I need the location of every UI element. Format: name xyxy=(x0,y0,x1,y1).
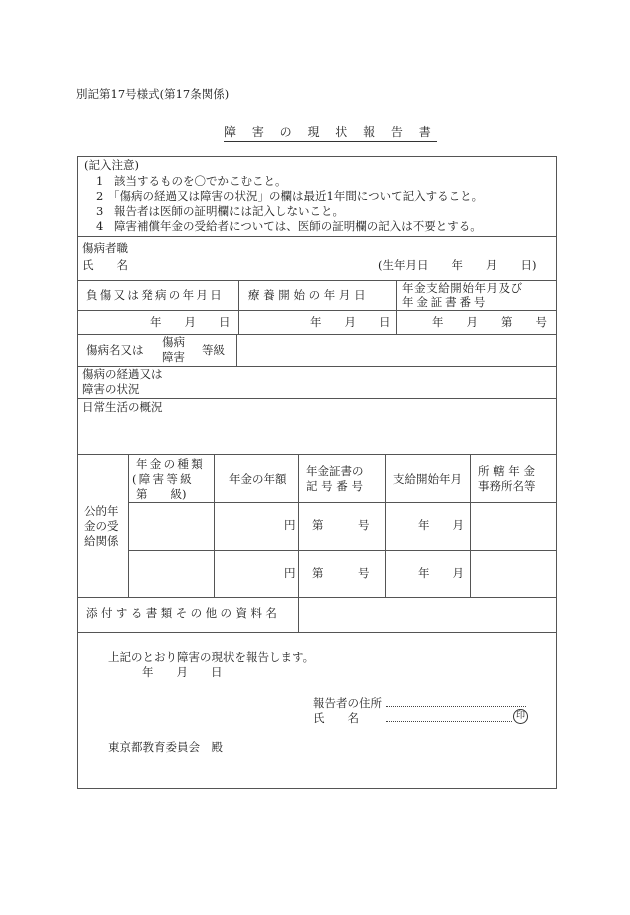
table-cell-cert-no: 第 号 xyxy=(312,518,370,532)
daily-life-label: 日常生活の概況 xyxy=(82,400,163,414)
note-item: 障害補償年金の受給者については、医師の証明欄の記入は不要とする。 xyxy=(114,219,482,233)
report-date: 年 月 日 xyxy=(142,665,223,679)
note-number: 1 xyxy=(96,174,104,188)
injury-date-value: 年 月 日 xyxy=(150,315,231,329)
form-number: 別記第17号様式(第17条関係) xyxy=(76,87,230,101)
injury-date-label: 負傷又は発病の年月日 xyxy=(86,288,224,302)
table-cell-start: 年 月 xyxy=(418,566,464,580)
note-item: 報告者は医師の証明欄には記入しないこと。 xyxy=(114,204,344,218)
attachments-label: 添付する書類その他の資料名 xyxy=(86,606,281,620)
reporter-name-label: 氏 名 xyxy=(313,711,359,725)
col-pension-amount: 年金の年額 xyxy=(229,472,287,486)
addressee: 東京都教育委員会 殿 xyxy=(108,740,223,754)
course-label: 傷病の経過又は xyxy=(82,367,163,381)
reporter-address-field[interactable] xyxy=(386,696,526,707)
pension-start-label: 年金支給開始年月及び xyxy=(402,281,523,295)
treatment-start-label: 療 養 開 始 の 年 月 日 xyxy=(248,288,366,302)
disease-label: 傷病名又は xyxy=(86,343,144,357)
table-cell-cert-no: 第 号 xyxy=(312,566,370,580)
col-grade-number: 第 級) xyxy=(136,487,187,501)
table-cell-yen: 円 xyxy=(284,518,296,532)
pension-cert-label: 年金証書番号 xyxy=(402,295,489,309)
col-pension-type: 年金の種類 xyxy=(136,457,205,471)
col-cert-number: 年金証書の xyxy=(306,464,364,478)
pension-side-label: 公的年 xyxy=(84,504,119,518)
pension-side-label: 金の受 xyxy=(84,519,119,533)
reporter-name-field[interactable] xyxy=(386,711,512,722)
col-pension-office: 所 轄 年 金 xyxy=(478,464,535,478)
table-cell-start: 年 月 xyxy=(418,518,464,532)
col-disability-grade: (障害等級 xyxy=(132,472,194,486)
job-label: 傷病者職 xyxy=(82,241,128,255)
col-start-month: 支給開始年月 xyxy=(393,472,462,486)
reporter-address-label: 報告者の住所 xyxy=(313,696,382,710)
condition-label: 障害の状況 xyxy=(82,382,140,396)
note-number: 3 xyxy=(96,204,104,218)
disease-option-disability: 障害 xyxy=(162,350,185,364)
report-statement: 上記のとおり障害の現状を報告します。 xyxy=(108,650,315,664)
disease-option-injury: 傷病 xyxy=(162,335,185,349)
name-label: 氏 名 xyxy=(82,258,128,272)
treatment-start-value: 年 月 日 xyxy=(310,315,391,329)
col-pension-office: 事務所名等 xyxy=(478,479,536,493)
table-cell-yen: 円 xyxy=(284,566,296,580)
col-cert-number: 記 号 番 号 xyxy=(306,479,363,493)
page-title: 障 害 の 現 状 報 告 書 xyxy=(224,126,437,142)
pension-side-label: 給関係 xyxy=(84,534,119,548)
birth-date-label: (生年月日 年 月 日) xyxy=(378,258,537,272)
note-item: 「傷病の経過又は障害の状況」の欄は最近1年間について記入すること。 xyxy=(108,189,484,203)
pension-start-value: 年 月 第 号 xyxy=(432,315,547,329)
note-number: 4 xyxy=(96,219,104,233)
grade-label: 等級 xyxy=(202,343,225,357)
note-number: 2 xyxy=(96,189,104,203)
seal-mark: 印 xyxy=(513,709,528,724)
notes-heading: (記入注意) xyxy=(84,158,139,172)
note-item: 該当するものを〇でかこむこと。 xyxy=(114,174,287,188)
